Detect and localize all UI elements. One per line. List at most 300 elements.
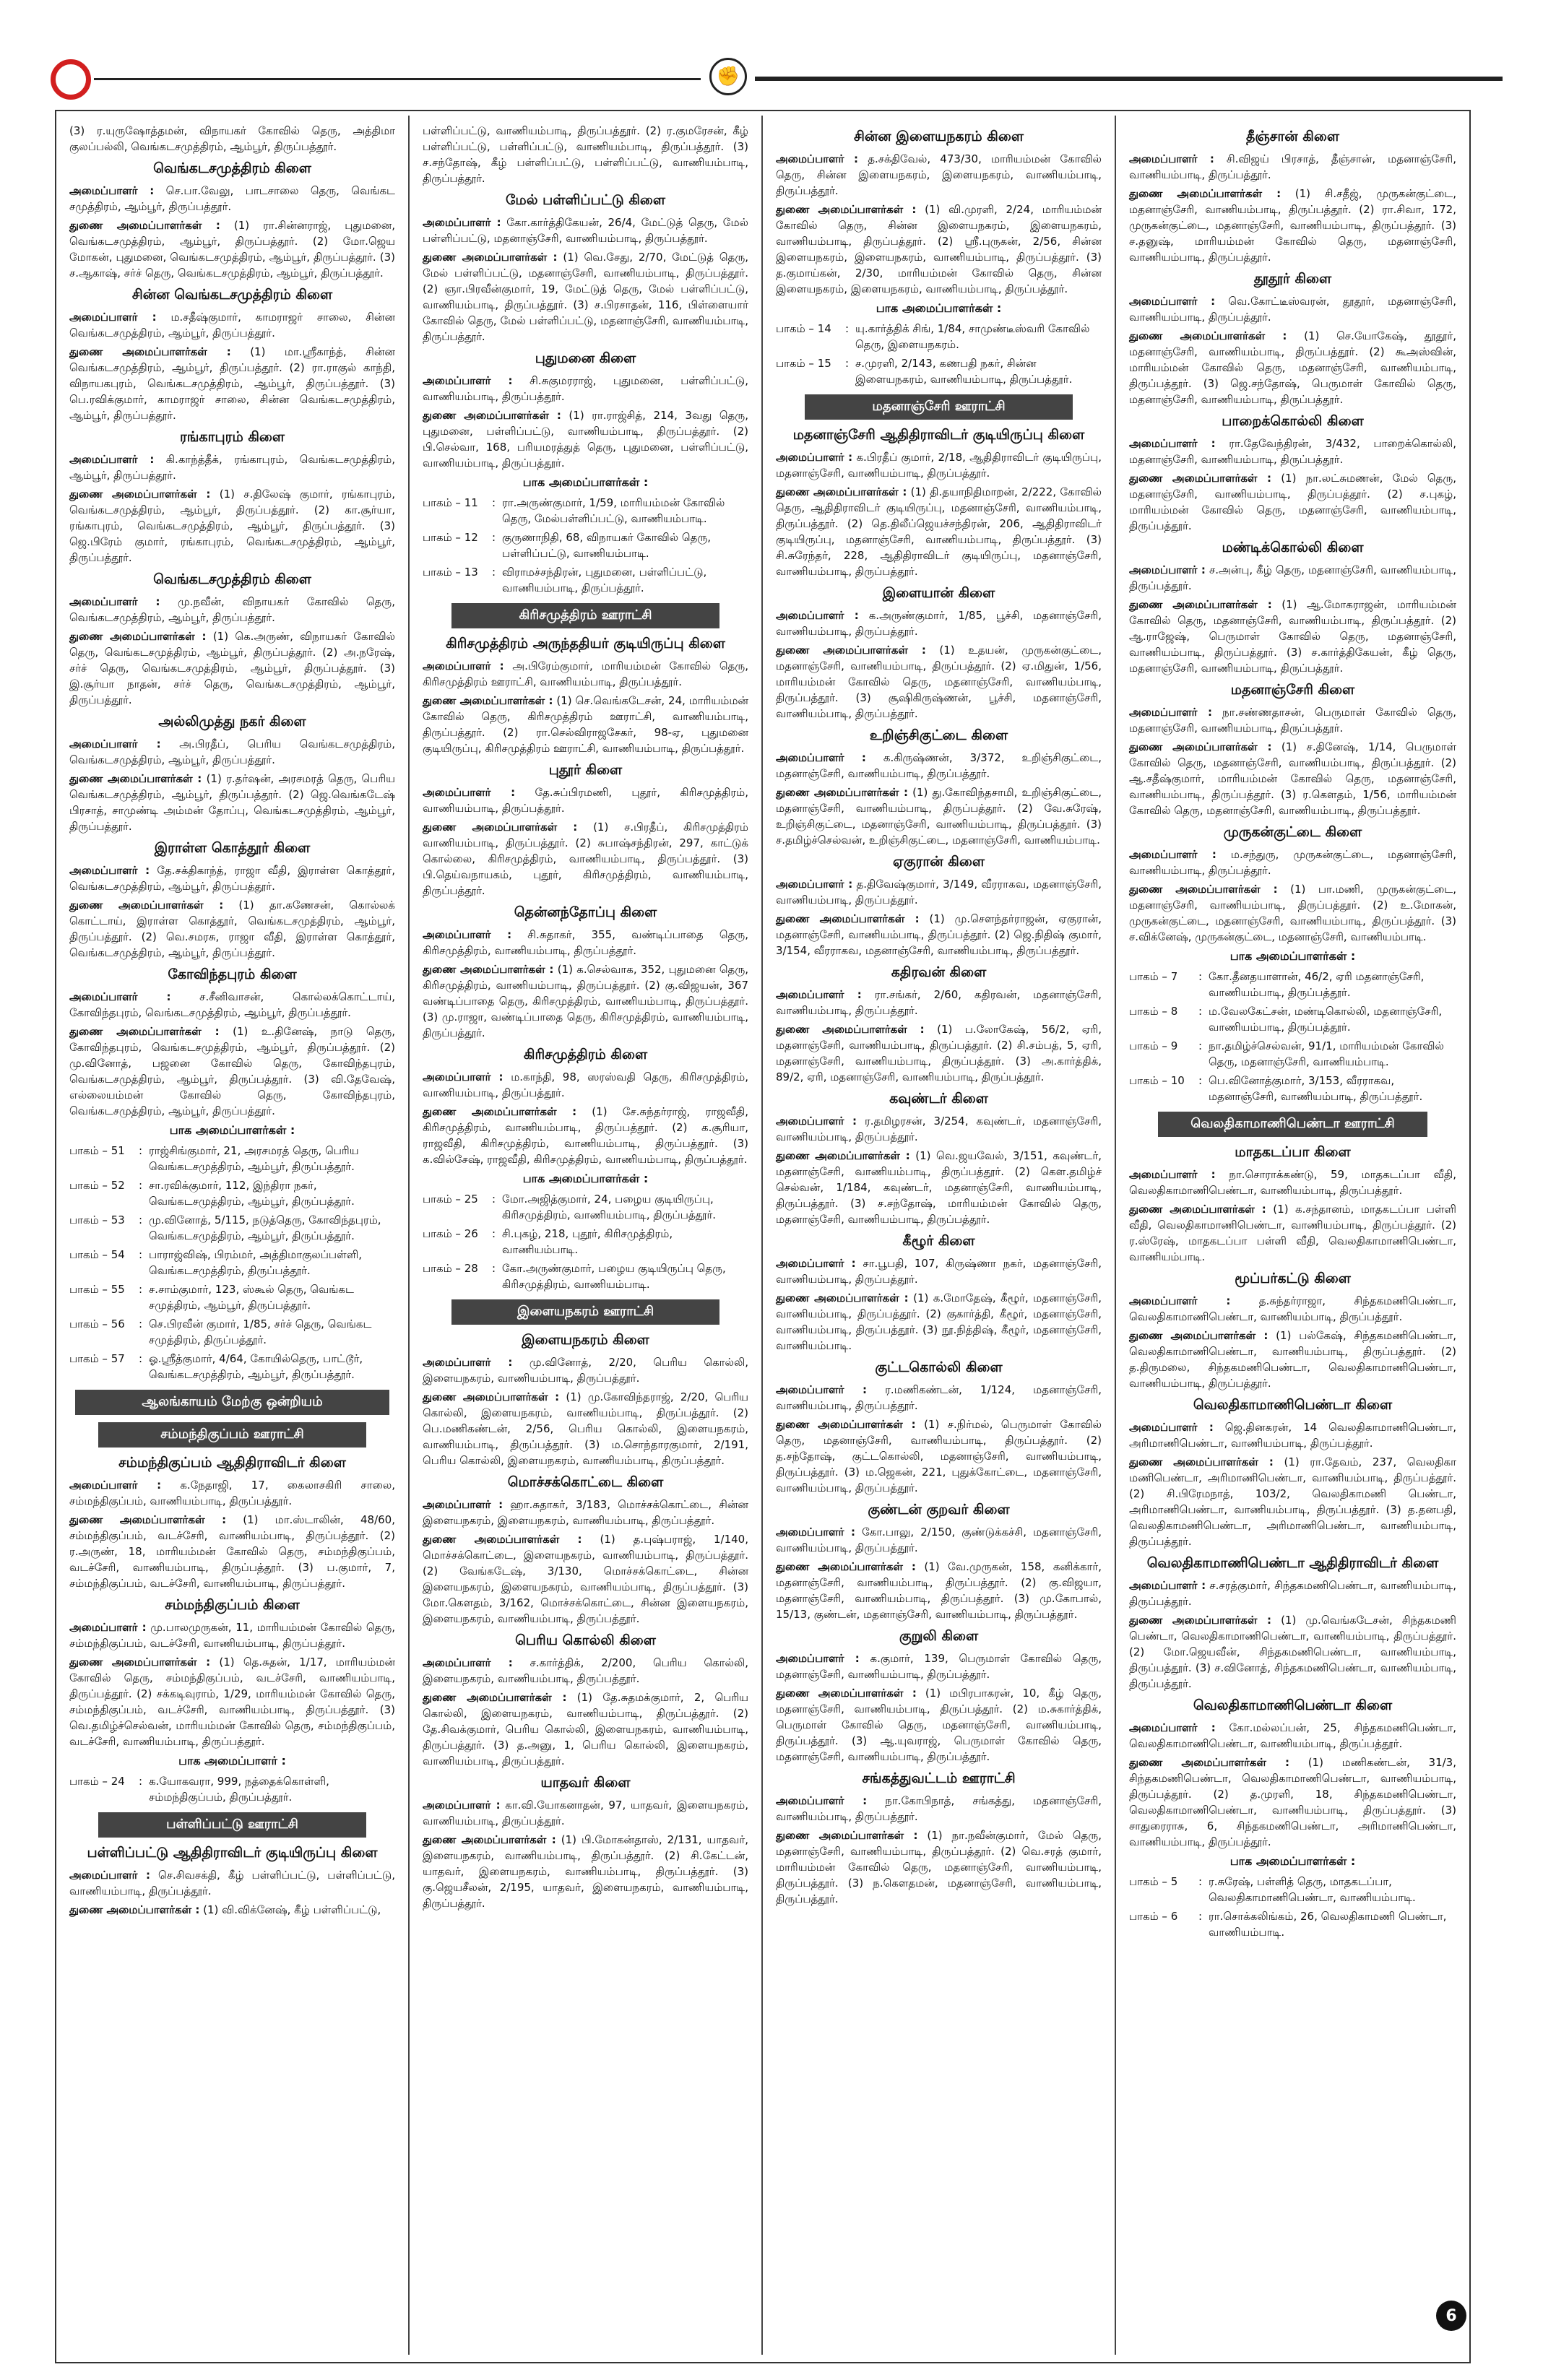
organizer-entry [776,1148,1102,1227]
organizer-entry [423,961,748,1041]
organizer-entry [776,151,1102,199]
organizer-details: (1) வே.முருகன், 158, கனிக்கார், மதனாஞ்சேரி, வாணியம்பாடி, திருப்பத்தூர். (2) கு.விஜயா, மதனாஞ்சேரி, வாணியம்பாடி, திருப்பத்தூர். (3) மு.கோபால், 15/13, குண்டன், மதனாஞ்சேரி, வாணியம்பாடி, திருப்பத்தூர். [776,1560,1102,1621]
organizer-details: த.சுந்தர்ராஜா, சிந்தகமணிபெண்டா, வெலதிகாமாணிபெண்டா, வாணியம்பாடி, திருப்பத்தூர். [1129,1294,1456,1323]
organizer-details: கி.காந்த்தீக், ரங்காபுரம், வெங்கடசமுத்திரம், ஆம்பூர், திருப்பத்தூர். [69,453,395,482]
organizer-entry [423,215,748,246]
organizer-details: த.திவேஷ்குமார், 3/149, வீரராகவ, மதனாஞ்சேரி, வாணியம்பாடி, திருப்பத்தூர். [776,878,1102,906]
organizer-entry [1129,1720,1456,1752]
ward-entry [1129,1908,1456,1940]
role-label: துணை அமைப்பாளர்கள் : [776,1291,909,1304]
branch-heading: குறுலி கிளை [899,1628,979,1644]
continued-text: (3) ர.யுருஷோத்தமன், விநாயகர் கோவில் தெரு, அத்திமா குலப்பல்லி, வெங்கடசமுத்திரம், ஆம்பூர், திருப்பத்தூர். [69,124,395,153]
organizer-entry [776,876,1102,908]
ward-details: குருணாநிதி, 68, விநாயகர் கோவில் தெரு, பள்ளிப்பட்டு, வாணியம்பாடி. [502,531,712,560]
role-label: அமைப்பாளர் : [69,1869,150,1882]
organizer-details: (1) ச.தினேஷ், 1/14, பெருமாள் கோவில் தெரு, மதனாஞ்சேரி, வாணியம்பாடி, திருப்பத்தூர். (2) ஆ.சதீஷ்குமார், மாரியம்மன் கோவில் தெரு, மதனாஞ்சேரி, வாணியம்பாடி, திருப்பத்தூர். (3) ர.கௌதம், 1/56, மாரியம்மன் கோவில் தெரு, மதனாஞ்சேரி, வாணியம்பாடி, திருப்பத்தூர். [1129,740,1456,817]
role-label: துணை அமைப்பாளர்கள் : [423,821,578,834]
organizer-entry [1129,1578,1456,1609]
colon-separator: : [1198,1875,1203,1888]
colon-separator: : [139,1179,143,1192]
role-label: துணை அமைப்பாளர்கள் : [776,203,917,216]
branch-heading: அல்லிமுத்து நகர் கிளை [158,714,306,730]
role-label: துணை அமைப்பாளர்கள் : [776,1418,916,1431]
organizer-entry [776,202,1102,297]
role-label: துணை அமைப்பாளர்கள் : [423,1390,560,1403]
ward-details: யு.கார்த்திக் சிங், 1/84, சாமுண்டீஸ்வரி கோவில் தெரு, இளையநகரம். [855,322,1090,351]
ward-entry [423,529,748,561]
header-rule-left [94,78,701,80]
organizer-entry [1129,704,1456,736]
role-label: அமைப்பாளர் : [1129,1421,1214,1434]
organizer-details: (1) தா.கணேசன், கொல்லக் கொட்டாய், இராள்ள கொத்தூர், வெங்கடசமுத்திரம், ஆம்பூர், திருப்பத்தூர். (2) வெ.சமரசு, ராஜா வீதி, இராள்ள கொத்தூர், வெங்கடசமுத்திரம், ஆம்பூர், திருப்பத்தூர். [69,899,395,959]
role-label: துணை அமைப்பாளர்கள் : [776,1687,917,1700]
role-label: அமைப்பாளர் : [423,1799,501,1812]
ward-number: பாகம் – 7 [1129,970,1178,983]
role-label: அமைப்பாளர் : [776,1526,855,1539]
organizer-details: (1) ரா.சின்னராஜ், புதுமனை, வெங்கடசமுத்திரம், ஆம்பூர், திருப்பத்தூர். (2) மோ.ஜெய மோகன், புதுமனை, வெங்கடசமுத்திரம், ஆம்பூர், திருப்பத்தூர். (3) ச.ஆகாஷ், சர்ச் தெரு, வெங்கடசமுத்திரம், ஆம்பூர், திருப்பத்தூர். [69,219,395,280]
ward-entry [69,1212,395,1244]
branch-heading: பெரிய கொல்லி கிளை [515,1632,656,1648]
role-label: அமைப்பாளர் : [69,1621,147,1634]
organizer-entry [69,1619,395,1651]
colon-separator: : [1198,1074,1203,1087]
ward-entry [69,1143,395,1174]
ward-details: கோ.அருண்குமார், பழைய குடியிருப்பு தெரு, கிரிசமுத்திரம், வாணியம்பாடி. [502,1262,726,1291]
branch-heading: குண்டன் குறவர் கிளை [868,1502,1010,1518]
organizer-entry [1129,1167,1456,1198]
ward-details: செ.பிரவீன் குமார், 1/85, சர்ச் தெரு, வெங்கட சமுத்திரம், திருப்பத்தூர். [149,1317,372,1346]
column-1 [56,116,410,2355]
organizer-entry [1129,470,1456,534]
organizer-details: சி.சுதாகர், 355, வண்டிப்பாதை தெரு, கிரிசமுத்திரம், வாணியம்பாடி, திருப்பத்தூர். [423,928,748,957]
organizer-details: தே.சுப்பிரமணி, புதூர், கிரிசமுத்திரம், வாணியம்பாடி, திருப்பத்தூர். [423,786,748,815]
ward-number: பாகம் – 6 [1129,1910,1178,1923]
role-label: அமைப்பாளர் : [1129,152,1214,165]
organizer-details: சி.விஜய் பிரசாத், தீஞ்சான், மதனாஞ்சேரி, வாணியம்பாடி, திருப்பத்தூர். [1129,152,1456,181]
organizer-details: (1) க.செல்வாக, 352, புதுமனை தெரு, கிரிசமுத்திரம், வாணியம்பாடி, திருப்பத்தூர். (2) கு.விஜயன், 367 வண்டிப்பாதை தெரு, கிரிசமுத்திரம், வாணியம்பாடி, திருப்பத்தூர். (3) மு.ராஜா, வண்டிப்பாதை தெரு, கிரிசமுத்திரம், வாணியம்பாடி, திருப்பத்தூர். [423,963,748,1039]
organizer-entry [69,1024,395,1119]
colon-separator: : [139,1352,143,1365]
role-label: அமைப்பாளர் : [69,990,171,1003]
organizer-details: (1) ச.பிரதீப், கிரிசமுத்திரம் வாணியம்பாடி, திருப்பத்தூர். (2) சுபாஷ்சந்திரன், 297, காட்டுக் கொல்லை, கிரிசமுத்திரம், வாணியம்பாடி, திருப்பத்தூர். (3) பி.தெய்வநாயகம், புதூர், கிரிசமுத்திரம், வாணியம்பாடி, திருப்பத்தூர். [423,821,748,897]
role-label: அமைப்பாளர் : [1129,1721,1216,1734]
organizer-details: (1) மணிகண்டன், 31/3, சிந்தகமணிபெண்டா, வெலதிகாமாணிபெண்டா, வாணியம்பாடி, திருப்பத்தூர். (2) த.முரளி, 18, சிந்தகமணிபெண்டா, வெலதிகாமாணிபெண்டா, வாணியம்பாடி, திருப்பத்தூர். (3) சாதுரைராசு, 6, சிந்தகமணிபெண்டா, அரிமாணிபெண்டா, வாணியம்பாடி, திருப்பத்தூர். [1129,1756,1456,1848]
branch-heading: புதூர் கிளை [548,762,623,778]
branch-heading: தூதூர் கிளை [1253,271,1332,287]
organizer-entry [423,693,748,756]
colon-separator: : [139,1213,143,1226]
role-label: துணை அமைப்பாளர்கள் : [423,1691,567,1704]
role-label: துணை அமைப்பாளர்கள் : [776,1829,918,1842]
organizer-entry [423,1689,748,1769]
ward-details: க.யோகவரா, 999, நத்தைக்கொள்ளி, சம்மந்திகுப்பம், திருப்பத்தூர். [149,1775,329,1804]
section-subheading: பாக அமைப்பாளர்கள் : [522,475,649,489]
section-subheading: பாக அமைப்பாளர்கள் : [169,1123,295,1137]
organizer-entry [776,1255,1102,1287]
organizer-entry [776,607,1102,639]
role-label: துணை அமைப்பாளர்கள் : [69,1025,220,1038]
organizer-entry [776,1685,1102,1765]
role-label: அமைப்பாளர் : [1129,1168,1216,1181]
ward-details: கோ.தீனதயாளான், 46/2, ஏரி மதனாஞ்சேரி, வாணியம்பாடி, திருப்பத்தூர். [1209,970,1425,999]
ward-details: பெ.வினோத்குமார், 3/153, வீரராகவ, மதனாஞ்சேரி, வாணியம்பாடி, திருப்பத்தூர். [1209,1074,1423,1103]
role-label: துணை அமைப்பாளர்கள் : [1129,883,1278,896]
colon-separator: : [1198,1039,1203,1052]
role-label: அமைப்பாளர் : [69,864,150,877]
branch-heading: மூப்பர்கட்டு கிளை [1235,1271,1351,1286]
organizer-details: (1) தே.சுதமக்குமார், 2, பெரிய கொல்லி, இளையநகரம், வாணியம்பாடி, திருப்பத்தூர். (2) தே.சிவக்குமார், பெரிய கொல்லி, இளையநகரம், வாணியம்பாடி, திருப்பத்தூர். (3) த.அனு, 1, பெரிய கொல்லி, இளையநகரம், வாணியம்பாடி, திருப்பத்தூர். [423,1691,748,1767]
organizer-entry [1129,1454,1456,1549]
branch-heading: கிரிசமுத்திரம் அருந்ததியர் குடியிருப்பு கிளை [446,636,725,652]
colon-separator: : [139,1317,143,1330]
red-circle-logo [51,59,91,100]
organizer-details: (1) மா.ஸ்ரீகாந்த், சின்ன வெங்கடசமுத்திரம், ஆம்பூர், திருப்பத்தூர். (2) ரா.ராகுல் காந்தி, விநாயகபுரம், வெங்கடசமுத்திரம், ஆம்பூர், திருப்பத்தூர். (3) பெ.ரவிக்குமார், காமராஜர் சாலை, சின்ன வெங்கடசமுத்திரம், ஆம்பூர், திருப்பத்தூர். [69,345,395,422]
branch-heading: கதிரவன் கிளை [891,964,987,980]
ward-number: பாகம் – 9 [1129,1039,1178,1052]
branch-heading: சின்ன வெங்கடசமுத்திரம் கிளை [131,287,333,303]
organizer-details: (1) ப.லோகேஷ், 56/2, ஏரி, மதனாஞ்சேரி, வாணியம்பாடி, திருப்பத்தூர். (2) சி.சம்பத், 5, ஏரி, மதனாஞ்சேரி, வாணியம்பாடி, திருப்பத்தூர். (3) அ.கார்த்திக், 89/2, ஏரி, மதனாஞ்சேரி, வாணியம்பாடி, திருப்பத்தூர். [776,1023,1102,1083]
role-label: துணை அமைப்பாளர்கள் : [1129,1203,1266,1216]
ward-details: மோ.அஜித்குமார், 24, பழைய குடியிருப்பு, கிரிசமுத்திரம், வாணியம்பாடி, திருப்பத்தூர். [502,1193,717,1221]
organizer-entry [776,1416,1102,1496]
organizer-details: கோ.கார்த்திகேயன், 26/4, மேட்டுத் தெரு, மேல் பள்ளிப்பட்டு, மதனாஞ்சேரி, வாணியம்பாடி, திருப்பத்தூர். [423,216,748,245]
organizer-entry [1129,1328,1456,1391]
panchayat-banner: மதனாஞ்சேரி ஊராட்சி [805,394,1073,420]
organizer-details: (1) பி.மோகன்தாஸ், 2/131, யாதவர், இளையநகரம், வாணியம்பாடி, திருப்பத்தூர். (2) சி.கேட்டன், யாதவர், இளையநகரம், வாணியம்பாடி, திருப்பத்தூர். (3) கு.ஜெயசீலன், 2/195, யாதவர், இளையநகரம், வாணியம்பாடி, திருப்பத்தூர். [423,1833,748,1910]
role-label: அமைப்பாளர் : [776,751,866,764]
organizer-entry [776,750,1102,782]
role-label: அமைப்பாளர் : [69,184,155,197]
organizer-entry [776,911,1102,959]
role-label: துணை அமைப்பாளர்கள் : [423,1833,556,1846]
organizer-entry [69,183,395,215]
branch-heading: மண்டிக்கொல்லி கிளை [1222,540,1364,555]
article-columns [56,116,1469,2355]
role-label: அமைப்பாளர் : [69,453,155,466]
organizer-details: ச.கார்த்திக், 2/200, பெரிய கொல்லி, இளையநகரம், வாணியம்பாடி, திருப்பத்தூர். [423,1656,748,1685]
organizer-entry [423,1832,748,1911]
branch-heading: குட்டகொல்லி கிளை [875,1359,1003,1375]
organizer-entry [69,989,395,1021]
branch-heading: முருகன்குட்டை கிளை [1223,824,1362,840]
ward-number: பாகம் – 14 [776,322,831,335]
organizer-entry [423,373,748,404]
role-label: அமைப்பாளர் : [1129,1579,1206,1592]
fist-emblem-icon: ✊ [709,58,747,95]
organizer-details: (1) து.கோவிந்தசாமி, உறிஞ்சிகுட்டை, மதனாஞ்சேரி, வாணியம்பாடி, திருப்பத்தூர். (2) வே.சுரேஷ், உறிஞ்சிகுட்டை, மதனாஞ்சேரி, வாணியம்பாடி, திருப்பத்தூர். (3) ச.தமிழ்ச்செல்வன், உறிஞ்சிகுட்டை, மதனாஞ்சேரி, வாணியம்பாடி. [776,786,1102,847]
ward-details: ர.சுரேஷ், பள்ளித் தெரு, மாதகடப்பா, வெலதிகாமாணிபெண்டா, வாணியம்பாடி. [1209,1875,1416,1904]
organizer-entry [776,642,1102,722]
role-label: அமைப்பாளர் : [776,1115,857,1128]
ward-entry [423,1191,748,1223]
branch-heading: மாதகடப்பா கிளை [1235,1144,1351,1160]
organizer-details: (1) மபிரபாகரன், 10, கீழ் தெரு, மதனாஞ்சேரி, வாணியம்பாடி, திருப்பத்தூர். (2) ம.சுகார்த்திக், பெருமாள் கோவில் தெரு, மதனாஞ்சேரி, வாணியம்பாடி, திருப்பத்தூர். (3) ஆ.யுவராஜ், பெருமாள் கோவில் தெரு, மதனாஞ்சேரி, வாணியம்பாடி, திருப்பத்தூர். [776,1687,1102,1763]
ward-details: பாராஜ்விஷ், பிரம்மர், அத்திமாகுலப்பள்ளி, வெங்கடசமுத்திரம், திருப்பத்தூர். [149,1248,362,1277]
ward-entry [1129,1038,1456,1070]
ward-details: சா.ரவிக்குமார், 112, இந்திரா நகர், வெங்கடசமுத்திரம், ஆம்பூர், திருப்பத்தூர். [149,1179,355,1208]
ward-number: பாகம் – 56 [69,1317,125,1330]
ward-details: விராமச்சந்திரன், புதுமனை, பள்ளிப்பட்டு, வாணியம்பாடி, திருப்பத்தூர். [502,566,707,594]
organizer-details: (1) உதயன், முருகன்குட்டை, மதனாஞ்சேரி, வாணியம்பாடி, திருப்பத்தூர். (2) ஏ.மிதுன், 1/56, மாரியம்மன் கோவில் தெரு, மதனாஞ்சேரி, வாணியம்பாடி, திருப்பத்தூர். (3) சூஷிகிருஷ்ணன், பூச்சி, மதனாஞ்சேரி, வாணியம்பாடி, திருப்பத்தூர். [776,644,1102,720]
role-label: அமைப்பாளர் : [776,1652,860,1665]
branch-heading: யாதவர் கிளை [540,1775,631,1791]
colon-separator: : [139,1283,143,1296]
organizer-details: த.சக்திவேல், 473/30, மாரியம்மன் கோவில் தெரு, சின்ன இளையநகரம், இளையநகரம், வாணியம்பாடி, திருப்பத்தூர். [776,152,1102,197]
header-rule-right [755,77,1503,81]
organizer-details: அ.பிரதீப், பெரிய வெங்கடசமுத்திரம், வெங்கடசமுத்திரம், ஆம்பூர், திருப்பத்தூர். [69,737,395,766]
organizer-entry [423,407,748,471]
branch-heading: மதனாஞ்சேரி ஆதிதிராவிடர் குடியிருப்பு கிளை [792,427,1085,443]
organizer-details: செ.பா.வேலு, பாடசாலை தெரு, வெங்கட சமுத்திரம், ஆம்பூர், திருப்பத்தூர். [69,184,395,213]
ward-details: ரா.சொக்கலிங்கம், 26, வெலதிகாமணி பெண்டா, வாணியம்பாடி. [1209,1910,1447,1939]
role-label: அமைப்பாளர் : [776,152,859,165]
branch-heading: சங்கத்துவட்டம் ஊராட்சி [862,1770,1016,1786]
branch-heading: தீஞ்சான் கிளை [1246,129,1339,144]
branch-heading: மேல் பள்ளிப்பட்டு கிளை [505,192,666,208]
branch-heading: ரங்காபுரம் கிளை [179,429,285,445]
organizer-details: சா.பூபதி, 107, கிருஷ்ணா நகர், மதனாஞ்சேரி, வாணியம்பாடி, திருப்பத்தூர். [776,1257,1102,1286]
organizer-details: (1) பா.மணி, முருகன்குட்டை, மதனாஞ்சேரி, வாணியம்பாடி, திருப்பத்தூர். (2) உ.மோகன், முருகன்குட்டை, மதனாஞ்சேரி, வாணியம்பாடி, திருப்பத்தூர். (3) ச.விக்னேஷ், முருகன்குட்டை, மதனாஞ்சேரி, வாணியம்பாடி. [1129,883,1456,943]
organizer-entry [776,1382,1102,1414]
organizer-details: (1) வி.முரளி, 2/24, மாரியம்மன் கோவில் தெரு, சின்ன இளையநகரம், இளையநகரம், வாணியம்பாடி, திருப்பத்தூர். (2) ஸ்ரீ.புருகன், 2/56, சின்ன இளையநகரம், இளையநகரம், வாணியம்பாடி, திருப்பத்தூர். (3) த.குமாய்கன், 2/30, மாரியம்மன் கோவில் தெரு, சின்ன இளையநகரம், இளையநகரம், வாணியம்பாடி, திருப்பத்தூர். [776,203,1102,295]
organizer-entry [69,1477,395,1509]
role-label: துணை அமைப்பாளர்கள் : [1129,1455,1274,1468]
role-label: அமைப்பாளர் : [1129,563,1206,576]
organizer-details: ரா.சங்கர், 2/60, கதிரவன், மதனாஞ்சேரி, வாணியம்பாடி, திருப்பத்தூர். [776,988,1102,1017]
role-label: துணை அமைப்பாளர்கள் : [1129,472,1272,485]
ward-details: ஓ.ஸ்ரீத்குமார், 4/64, கோயில்தெரு, பாட்டூர், வெங்கடசமுத்திரம், ஆம்பூர், திருப்பத்தூர். [149,1352,363,1381]
colon-separator: : [1198,970,1203,983]
branch-heading: பாறைக்கொல்லி கிளை [1222,413,1364,429]
organizer-details: (1) பல்கேஷ், சிந்தகமணிபெண்டா, வெலதிகாமாணிபெண்டா, வாணியம்பாடி, திருப்பத்தூர். (2) த.திருமலை, சிந்தகமணிபெண்டா, வெலதிகாமாணிபெண்டா, வாணியம்பாடி, திருப்பத்தூர். [1129,1329,1456,1390]
role-label: துணை அமைப்பாளர்கள் : [776,912,920,925]
organizer-details: ம.காந்தி, 98, ஸரஸ்வதி தெரு, கிரிசமுத்திரம், வாணியம்பாடி, திருப்பத்தூர். [423,1070,748,1099]
organizer-details: மு.நவீன், விநாயகர் கோவில் தெரு, வெங்கடசமுத்திரம், ஆம்பூர், திருப்பத்தூர். [69,595,395,624]
ward-details: ம.வேலகேட்சன், மண்டிகொல்லி, மதனாஞ்சேரி, வாணியம்பாடி, திருப்பத்தூர். [1209,1005,1443,1034]
organizer-details: ச.சரத்குமார், சிந்தகமணிபெண்டா, வாணியம்பாடி, திருப்பத்தூர். [1129,1579,1456,1608]
role-label: துணை அமைப்பாளர்கள் : [1129,740,1272,753]
column-4 [1116,116,1469,2355]
ward-entry [423,495,748,527]
organizer-entry [423,1389,748,1468]
role-label: துணை அமைப்பாளர்கள் : [69,630,207,643]
role-label: அமைப்பாளர் : [69,737,161,750]
role-label: துணை அமைப்பாளர்கள் : [776,485,907,498]
organizer-details: ம.சந்துரு, முருகன்குட்டை, மதனாஞ்சேரி, வாணியம்பாடி, திருப்பத்தூர். [1129,848,1456,877]
organizer-details: க.கிருஷ்ணன், 3/372, உறிஞ்சிகுட்டை, மதனாஞ்சேரி, வாணியம்பாடி, திருப்பத்தூர். [776,751,1102,780]
organizer-details: (1) ரா.தேவம், 237, வெலதிகா மணிபெண்டா, அரிமாணிபெண்டா, வாணியம்பாடி, திருப்பத்தூர். (2) சி.பிரேமநாத், 103/2, வெலதிகாமணி பெண்டா, அரிமாணிபெண்டா, வாணியம்பாடி, திருப்பத்தூர். (3) த.தனபதி, வெலதிகாமணிபெண்டா, அரிமாணிபெண்டா, வாணியம்பாடி, திருப்பத்தூர். [1129,1455,1456,1548]
role-label: அமைப்பாளர் : [423,1070,503,1083]
organizer-details: (1) ரா.ராஜ்சித், 214, 3வது தெரு, புதுமனை, பள்ளிப்பட்டு, வாணியம்பாடி, திருப்பத்தூர். (2) பி.செல்வா, 168, பரியமரத்துத் தெரு, புதுமனை, பள்ளிப்பட்டு, வாணியம்பாடி, திருப்பத்தூர். [423,409,748,469]
organizer-details: (1) த.புஷ்பராஜ், 1/140, மொச்சக்கொட்டை, இளையநகரம், வாணியம்பாடி, திருப்பத்தூர். (2) வேங்கடேஷ், 3/130, மொச்சக்கொட்டை, சின்ன இளையநகரம், இளையநகரம், வாணியம்பாடி, திருப்பத்தூர். (3) மோ.கௌதம், 3/162, மொச்சக்கொட்டை, சின்ன இளையநகரம், இளையநகரம், வாணியம்பாடி, திருப்பத்தூர். [423,1533,748,1625]
ward-number: பாகம் – 8 [1129,1005,1178,1018]
branch-heading: மதனாஞ்சேரி கிளை [1230,682,1355,698]
organizer-details: க.நேதாஜி, 17, கைலாசகிரி சாலை, சம்மந்திகுப்பம், வாணியம்பாடி, திருப்பத்தூர். [69,1479,395,1507]
ward-entry [1129,1874,1456,1905]
organizer-entry [1129,436,1456,467]
branch-heading: கிரிசமுத்திரம் கிளை [523,1047,648,1063]
organizer-details: ஜெ.தினகரன், 14 வெலதிகாமாணிபெண்டா, அரிமாணிபெண்டா, வாணியம்பாடி, திருப்பத்தூர். [1129,1421,1456,1450]
organizer-entry [69,1902,395,1918]
role-label: துணை அமைப்பாளர்கள் : [1129,1614,1271,1627]
organizer-entry [1129,847,1456,878]
organizer-details: மு.பாலமுருகன், 11, மாரியம்மன் கோவில் தெரு, சம்மந்திகுப்பம், வடச்சேரி, வாணியம்பாடி, திருப்பத்தூர். [69,1621,395,1650]
ward-number: பாகம் – 10 [1129,1074,1185,1087]
ward-number: பாகம் – 57 [69,1352,125,1365]
branch-heading: வெங்கடசமுத்திரம் கிளை [153,571,311,587]
ward-entry [423,564,748,596]
colon-separator: : [492,531,496,544]
colon-separator: : [139,1775,143,1788]
organizer-details: (1) வெ.ஜயவேல், 3/151, கவுண்டர், மதனாஞ்சேரி, வாணியம்பாடி, திருப்பத்தூர். (2) கௌ.தமிழ்ச் செல்வன், 1/184, கவுண்டர், மதனாஞ்சேரி, வாணியம்பாடி, திருப்பத்தூர். (3) ச.சந்தோஷ், மாரியம்மன் கோவில் தெரு, மதனாஞ்சேரி, வாணியம்பாடி, திருப்பத்தூர். [776,1149,1102,1226]
organizer-entry [1129,1293,1456,1325]
organizer-details: (1) செ.வெங்கடேசன், 24, மாரியம்மன் கோவில் தெரு, கிரிசமுத்திரம் ஊராட்சி, வாணியம்பாடி, திருப்பத்தூர். (2) ரா.செல்விராஜசேகர், 98-ஏ, புதுமனை குடியிருப்பு, கிரிசமுத்திரம் ஊராட்சி, வாணியம்பாடி, திருப்பத்தூர். [423,694,748,755]
colon-separator: : [845,322,850,335]
role-label: துணை அமைப்பாளர்கள் : [1129,329,1287,342]
branch-heading: வெலதிகாமாணிபெண்டா ஆதிதிராவிடர் கிளை [1146,1555,1439,1571]
ward-number: பாகம் – 15 [776,357,831,370]
organizer-entry [69,594,395,626]
role-label: துணை அமைப்பாளர்கள் : [776,1560,916,1573]
role-label: துணை அமைப்பாளர்கள் : [69,488,211,501]
ward-entry [423,1260,748,1292]
organizer-details: செ.சிவசக்தி, கீழ் பள்ளிப்பட்டு, பள்ளிப்பட்டு, வாணியம்பாடி, திருப்பத்தூர். [69,1869,395,1897]
section-subheading: பாக அமைப்பாளர்கள் : [522,1172,649,1185]
role-label: அமைப்பாளர் : [1129,706,1212,719]
organizer-details: கோ.மல்லப்பன், 25, சிந்தகமணிபெண்டா, வெலதிகாமாணிபெண்டா, வாணியம்பாடி, திருப்பத்தூர். [1129,1721,1456,1750]
organizer-entry [1129,1612,1456,1692]
role-label: துணை அமைப்பாளர்கள் : [423,1533,582,1546]
role-label: அமைப்பாளர் : [423,216,501,229]
organizer-entry [776,1793,1102,1825]
role-label: துணை அமைப்பாளர்கள் : [423,963,554,976]
role-label: அமைப்பாளர் : [423,374,513,387]
role-label: அமைப்பாளர் : [1129,295,1216,308]
organizer-details: ரா.தேவேந்திரன், 3/432, பாறைக்கொல்லி, மதனாஞ்சேரி, வாணியம்பாடி, திருப்பத்தூர். [1129,437,1456,466]
role-label: அமைப்பாளர் : [776,1794,868,1807]
role-label: அமைப்பாளர் : [69,1479,162,1492]
colon-separator: : [492,1262,496,1275]
role-label: அமைப்பாளர் : [423,659,504,672]
continued-text: பள்ளிப்பட்டு, வாணியம்பாடி, திருப்பத்தூர். (2) ர.குமரேசன், கீழ் பள்ளிப்பட்டு, பள்ளிப்பட்டு, வாணியம்பாடி, திருப்பத்தூர். (3) ச.சந்தோஷ், கீழ் பள்ளிப்பட்டு, பள்ளிப்பட்டு, வாணியம்பாடி, திருப்பத்தூர். [423,124,748,185]
organizer-entry [423,1797,748,1829]
ward-details: ரா.அருண்குமார், 1/59, மாரியம்மன் கோவில் தெரு, மேல்பள்ளிப்பட்டு, வாணியம்பாடி. [502,496,725,525]
ward-entry [1129,1073,1456,1104]
role-label: அமைப்பாளர் : [776,451,853,464]
panchayat-banner: பள்ளிப்பட்டு ஊராட்சி [98,1812,366,1838]
organizer-details: ச.அன்பு, கீழ் தெரு, மதனாஞ்சேரி, வாணியம்பாடி, திருப்பத்தூர். [1129,563,1456,592]
branch-heading: பள்ளிப்பட்டு ஆதிதிராவிடர் குடியிருப்பு கிளை [87,1845,378,1861]
section-subheading: பாக அமைப்பாளர்கள் : [1229,949,1356,963]
role-label: துணை அமைப்பாளர்கள் : [1129,187,1281,200]
organizer-entry [776,1559,1102,1622]
organizer-entry [1129,1754,1456,1850]
role-label: அமைப்பாளர் : [423,1356,513,1369]
organizer-entry [1129,328,1456,407]
branch-heading: இளையான் கிளை [882,585,995,601]
panchayat-banner: இளையநகரம் ஊராட்சி [451,1299,719,1325]
ward-number: பாகம் – 24 [69,1775,125,1788]
organizer-details: நா.சொராக்கண்டு, 59, மாதகடப்பா வீதி, வெலதிகாமாணிபெண்டா, வாணியம்பாடி, திருப்பத்தூர். [1129,1168,1456,1197]
colon-separator: : [492,1227,496,1240]
role-label: அமைப்பாளர் : [1129,437,1216,450]
branch-heading: உறிஞ்சிகுட்டை கிளை [869,727,1008,743]
organizer-details: மு.வினோத், 2/20, பெரிய கொல்லி, இளையநகரம், வாணியம்பாடி, திருப்பத்தூர். [423,1356,748,1385]
branch-heading: சம்மந்திகுப்பம் ஆதிதிராவிடர் கிளை [118,1455,346,1471]
organizer-entry [69,1654,395,1749]
organizer-entry [776,1524,1102,1556]
organizer-entry [423,658,748,690]
organizer-details: (1) வெ.சேது, 2/70, மேட்டுத் தெரு, மேல் பள்ளிப்பட்டு, மதனாஞ்சேரி, வாணியம்பாடி, திருப்பத்தூர். (2) ஞா.பிரவீன்குமார், 19, மேட்டுத் தெரு, மேல் பள்ளிப்பட்டு, வாணியம்பாடி, திருப்பத்தூர். (3) ச.பிரசாதன், 116, பிள்ளையார் கோவில் தெரு, மேல் பள்ளிப்பட்டு, மதனாஞ்சேரி, வாணியம்பாடி, திருப்பத்தூர். [423,251,748,343]
ward-number: பாகம் – 12 [423,531,478,544]
organizer-details: (1) வி.விக்னேஷ், கீழ் பள்ளிப்பட்டு, [203,1903,381,1916]
organizer-details: ர.தமிழரசன், 3/254, கவுண்டர், மதனாஞ்சேரி, வாணியம்பாடி, திருப்பத்தூர். [776,1115,1102,1143]
organizer-details: ஹா.சுதாகர், 3/183, மொச்சக்கொட்டை, சின்ன இளையநகரம், இளையநகரம், வாணியம்பாடி, திருப்பத்தூர். [423,1498,748,1527]
organizer-entry [1129,562,1456,594]
organizer-entry [69,344,395,423]
role-label: அமைப்பாளர் : [776,878,853,891]
colon-separator: : [139,1248,143,1261]
branch-heading: சின்ன இளையநகரம் கிளை [854,129,1024,144]
ward-entry [776,321,1102,352]
organizer-details: (1) கெ.அருண், விநாயகர் கோவில் தெரு, வெங்கடசமுத்திரம், ஆம்பூர், திருப்பத்தூர். (2) அ.நரேஷ், சர்ச் தெரு, வெங்கடசமுத்திரம், ஆம்பூர், திருப்பத்தூர். (3) இ.சூர்யா நாதன், சர்ச் தெரு, வெங்கடசமுத்திரம், ஆம்பூர், திருப்பத்தூர். [69,630,395,706]
branch-heading: கவுண்டர் கிளை [889,1091,988,1107]
role-label: அமைப்பாளர் : [776,988,862,1001]
organizer-entry [69,1867,395,1899]
role-label: அமைப்பாளர் : [423,1656,513,1669]
branch-heading: இராள்ள கொத்தூர் கிளை [154,840,311,856]
organizer-entry [423,819,748,899]
organizer-details: ர.மணிகண்டன், 1/124, மதனாஞ்சேரி, வாணியம்பாடி, திருப்பத்தூர். [776,1383,1102,1412]
organizer-details: (1) மு.வெங்கடேசன், சிந்தகமணி பெண்டா, வெலதிகாமாணிபெண்டா, வாணியம்பாடி, திருப்பத்தூர். (2) மோ.ஜெயவீன், சிந்தகமணிபெண்டா, வாணியம்பாடி, திருப்பத்தூர். (3) ச.வினோத், சிந்தகமணிபெண்டா, வாணியம்பாடி, திருப்பத்தூர். [1129,1614,1456,1690]
role-label: துணை அமைப்பாளர்கள் : [69,1903,200,1916]
ward-details: நா.தமிழ்ச்செல்வன், 91/1, மாரியம்மன் கோவில் தெரு, மதனாஞ்சேரி, வாணியம்பாடி. [1209,1039,1444,1068]
organizer-details: (1) மு.கோவிந்தராஜ், 2/20, பெரிய கொல்லி, இளையநகரம், வாணியம்பாடி, திருப்பத்தூர். (2) பெ.மணிகண்டன், 2/56, பெரிய கொல்லி, இளையநகரம், வாணியம்பாடி, திருப்பத்தூர். (3) ம.சொந்தாரகுமார், 2/191, பெரிய கொல்லி, இளையநகரம், வாணியம்பாடி, திருப்பத்தூர். [423,1390,748,1467]
ward-entry [69,1773,395,1805]
colon-separator: : [845,357,850,370]
organizer-entry [69,862,395,894]
role-label: துணை அமைப்பாளர்கள் : [69,219,220,232]
role-label: அமைப்பாளர் : [776,609,859,622]
organizer-entry [776,1021,1102,1085]
organizer-entry [423,1655,748,1687]
ward-number: பாகம் – 26 [423,1227,478,1240]
organizer-entry [423,1497,748,1528]
organizer-entry [423,1354,748,1386]
organizer-details: நா.சண்ணதாசன், பெருமாள் கோவில் தெரு, மதனாஞ்சேரி, வாணியம்பாடி, திருப்பத்தூர். [1129,706,1456,735]
colon-separator: : [492,1193,496,1206]
ward-details: சி.புகழ், 218, புதூர், கிரிசமுத்திரம், வாணியம்பாடி. [502,1227,673,1256]
organizer-details: நா.கோபிநாத், சங்கத்து, மதனாஞ்சேரி, வாணியம்பாடி, திருப்பத்தூர். [776,1794,1102,1823]
ward-number: பாகம் – 25 [423,1193,478,1206]
ward-number: பாகம் – 5 [1129,1875,1178,1888]
role-label: அமைப்பாளர் : [1129,848,1216,861]
ward-number: பாகம் – 53 [69,1213,125,1226]
role-label: துணை அமைப்பாளர்கள் : [776,786,908,799]
role-label: அமைப்பாளர் : [1129,1294,1231,1307]
organizer-details: (1) க.சந்தானம், மாதகடப்பா பள்ளி வீதி, வெலதிகாமாணிபெண்டா, வாணியம்பாடி, திருப்பத்தூர். (2) ர.ஸ்ரேஷ், மாதகடப்பா பள்ளி வீதி, வெலதிகாமாணிபெண்டா, வாணியம்பாடி. [1129,1203,1456,1263]
ward-entry [69,1281,395,1313]
organizer-entry [423,927,748,959]
organizer-entry [423,249,748,345]
role-label: அமைப்பாளர் : [423,928,512,941]
organizer-entry [423,784,748,816]
organizer-entry [69,486,395,566]
organizer-entry [1129,1419,1456,1451]
organizer-entry [1129,597,1456,676]
role-label: துணை அமைப்பாளர்கள் : [423,251,558,264]
organizer-entry [776,1650,1102,1682]
